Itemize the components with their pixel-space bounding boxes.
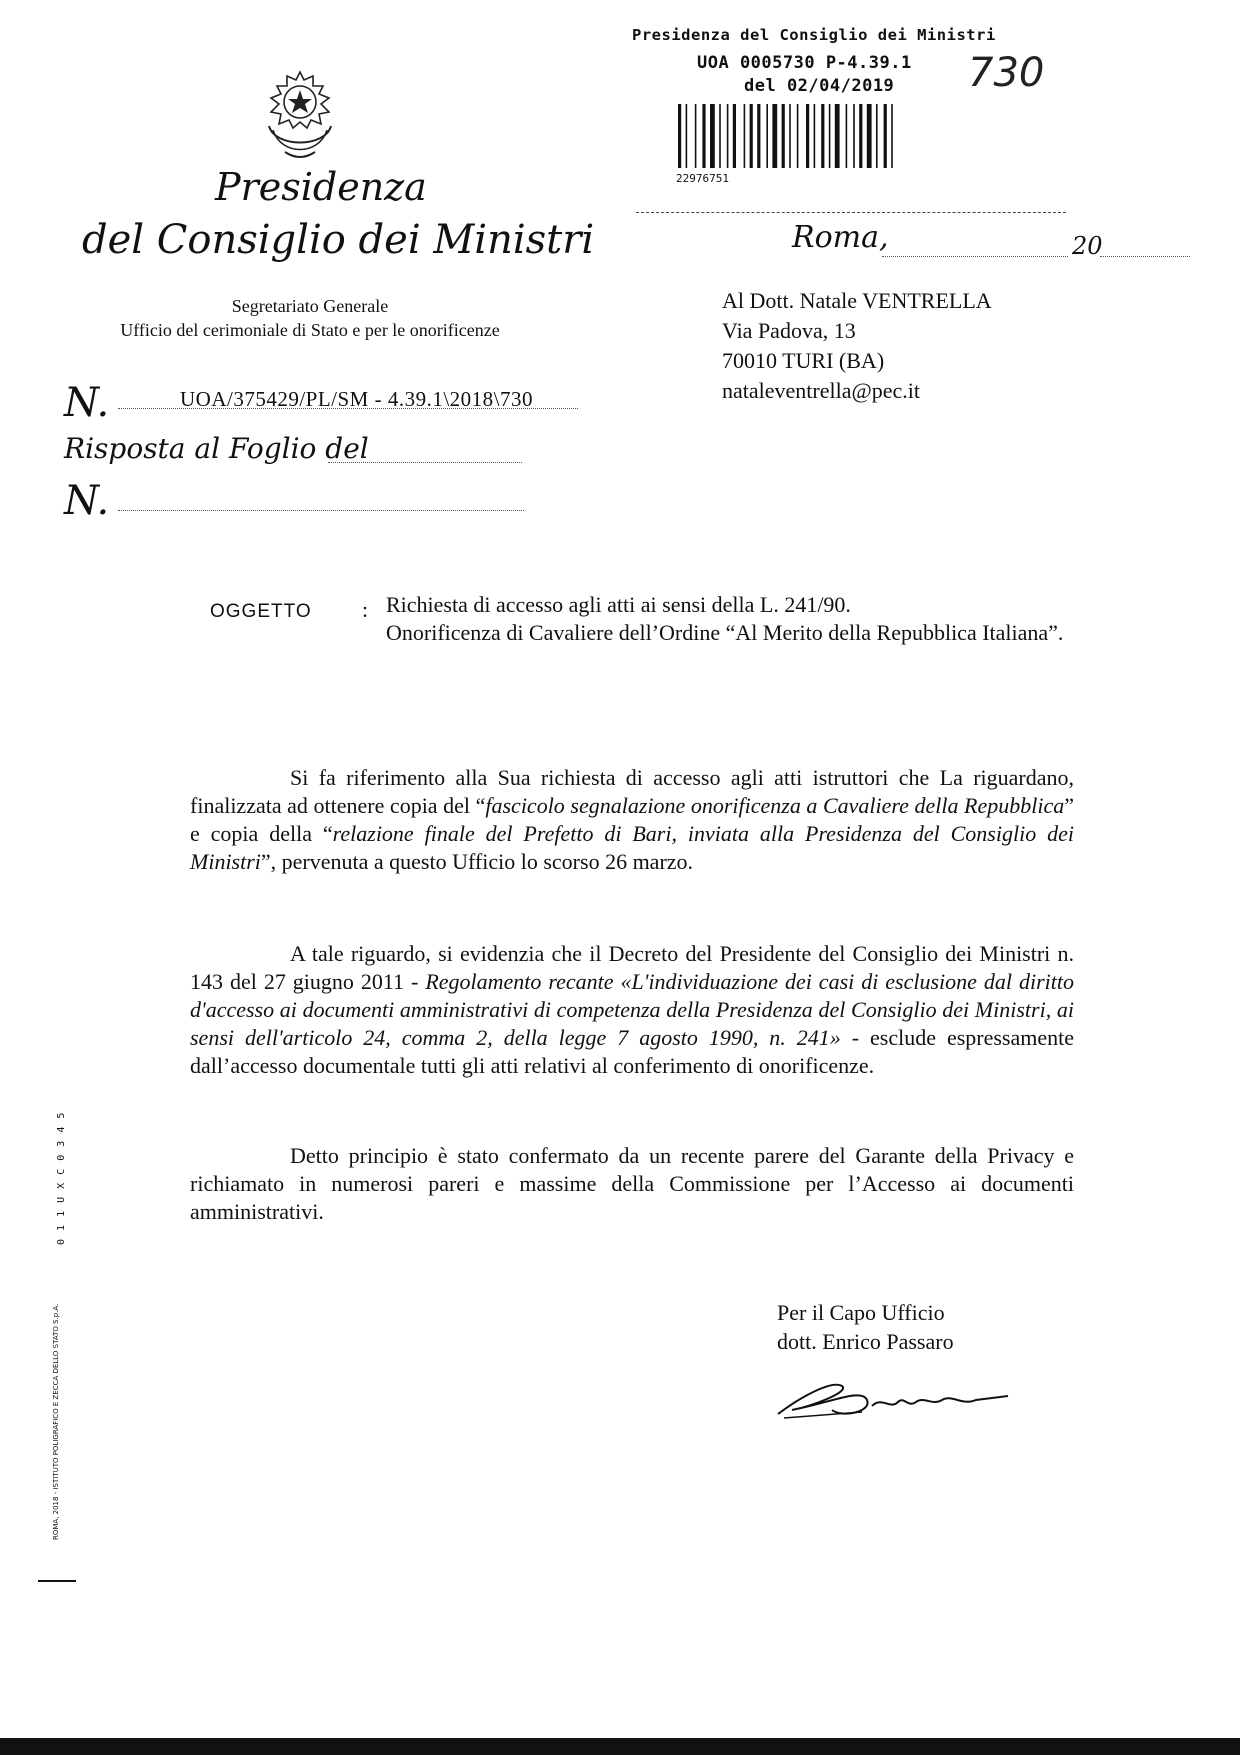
barcode-bar [772, 104, 777, 168]
barcode-bar [859, 104, 862, 168]
addressee-street: Via Padova, 13 [722, 318, 856, 343]
margin-dash [38, 1580, 76, 1582]
italian-emblem-icon [255, 68, 345, 164]
body-paragraph-1: Si fa riferimento alla Sua richiesta di accesso agli atti istruttori che La riguardano, finalizzata ad ottenere copia del “fascicolo segnalazione onorificenza a Cavaliere della Repubblica” e copia della “relazione finale del Prefetto di Bari, inviata alla Presidenza del Consiglio dei Ministri”, pervenuta a questo Ufficio lo scorso 26 marzo. [190, 765, 1074, 874]
barcode-bar [806, 104, 809, 168]
letterhead-consiglio: del Consiglio dei Ministri [82, 217, 595, 263]
addressee-name: Al Dott. Natale VENTRELLA [722, 288, 992, 313]
barcode-bar [766, 104, 768, 168]
subject-text [386, 591, 1086, 647]
addressee-pec: nataleventrella@pec.it [722, 378, 920, 403]
margin-printer-note: ROMA, 2018 - ISTITUTO POLIGRAFICO E ZECCA DELLO STATO S.p.A. [52, 1303, 60, 1540]
barcode-bar [678, 104, 681, 168]
barcode-bar [797, 104, 799, 168]
segretariato-heading: Segretariato Generale [231, 296, 389, 316]
barcode-bar [719, 104, 721, 168]
barcode-bar [853, 104, 855, 168]
stamp-handwritten-number: 730 [968, 50, 1045, 96]
barcode-bar [695, 104, 697, 168]
addressee-city: 70010 TURI (BA) [722, 348, 885, 373]
letterhead-presidenza: Presidenza [215, 165, 427, 209]
subject-line-2: Onorificenza di Cavaliere dell’Ordine “Al Merito della Repubblica Italiana”. [386, 620, 1064, 645]
subject-line-1: Richiesta di accesso agli atti ai sensi della L. 241/90. [386, 592, 851, 617]
ufficio-heading: Ufficio del cerimoniale di Stato e per le onorificenze [120, 320, 500, 340]
barcode-bar [750, 104, 753, 168]
barcode-bar [835, 104, 840, 168]
body-paragraph-3: Detto principio è stato confermato da un recente parere del Garante della Privacy e richiamato in numerosi pareri e massime della Commissione per l’Accesso ai documenti amministrativi. [190, 1143, 1074, 1224]
barcode-bar [891, 104, 893, 168]
body-paragraph-2: A tale riguardo, si evidenzia che il Decreto del Presidente del Consiglio dei Ministri n. 143 del 27 giugno 2011 - Regolamento recante «L'individuazione dei casi di esclusione dal diritto d'accesso ai documenti amministrativi di competenza della Presidenza del Consiglio dei Ministri, ai sensi dell'articolo 24, comma 2, della legge 7 agosto 1990, n. 241» - esclude espressamente dall’accesso documentale tutti gli atti relativi al conferimento di onorificenze. [190, 941, 1075, 1078]
barcode-bar [789, 104, 791, 168]
barcode-bar [814, 104, 816, 168]
stamp-office-name: Presidenza del Consiglio dei Ministri [632, 26, 996, 44]
reply-to-label: Risposta al Foglio del [64, 432, 369, 465]
stamp-date: del 02/04/2019 [744, 76, 895, 96]
number-label-2: N. [64, 478, 110, 524]
number-label: N. [64, 380, 110, 426]
dashed-divider [636, 212, 1066, 213]
barcode [678, 104, 998, 170]
subject-label: OGGETTO [210, 601, 312, 622]
barcode-bar [782, 104, 785, 168]
signature-name: dott. Enrico Passaro [777, 1329, 954, 1354]
reply-dotted-line [328, 462, 522, 463]
barcode-bar [884, 104, 887, 168]
barcode-bar [821, 104, 824, 168]
subject-colon: : [362, 597, 369, 622]
barcode-bar [846, 104, 848, 168]
protocol-reference: UOA/375429/PL/SM - 4.39.1\2018\730 [180, 387, 534, 411]
barcode-bar [710, 104, 715, 168]
date-dotted-line [882, 256, 1068, 257]
margin-code: 0 1 1 U X C 0 3 4 5 [56, 1111, 67, 1245]
barcode-bar [733, 104, 736, 168]
barcode-bar [727, 104, 729, 168]
barcode-bar [876, 104, 878, 168]
barcode-bar [702, 104, 705, 168]
scan-bottom-border [0, 1738, 1240, 1755]
date-place: Roma, [792, 220, 889, 255]
barcode-bar [686, 104, 688, 168]
handwritten-signature [772, 1366, 1012, 1426]
barcode-bar [867, 104, 872, 168]
stamp-protocol-number: UOA 0005730 P-4.39.1 [697, 53, 912, 73]
barcode-number: 22976751 [676, 172, 729, 185]
signature-role: Per il Capo Ufficio [777, 1300, 945, 1325]
date-year: 20 [1072, 232, 1103, 260]
year-dotted-line [1100, 256, 1190, 257]
barcode-bar [744, 104, 746, 168]
barcode-bar [757, 104, 760, 168]
number-dotted-line [118, 510, 524, 511]
barcode-bar [829, 104, 831, 168]
